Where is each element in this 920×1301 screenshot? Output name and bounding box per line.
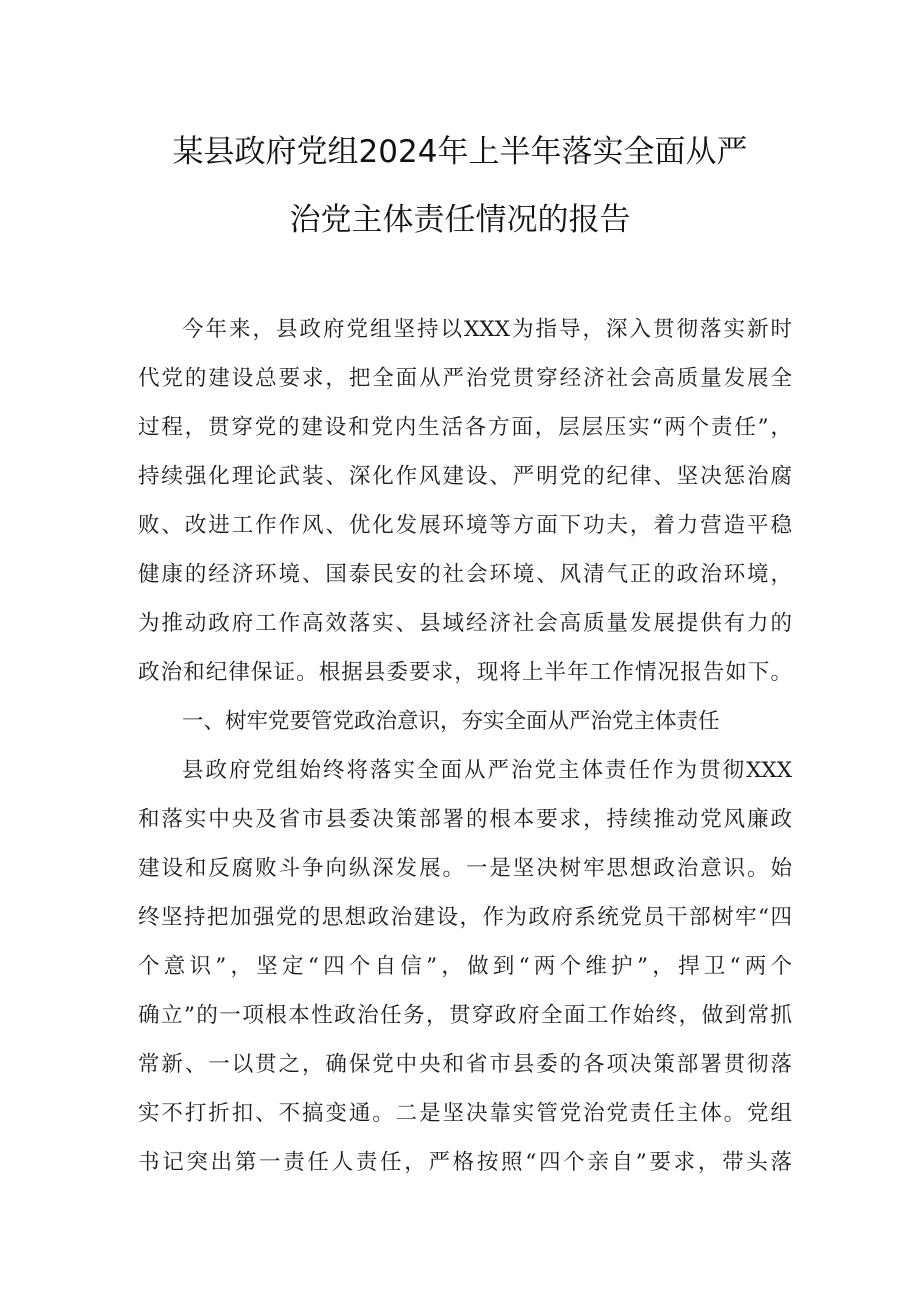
paragraph-2-line-5: 个意识”，坚定“四个自信”，做到“两个维护”，捍卫“两个: [138, 954, 792, 979]
paragraph-2-line-4: 终坚持把加强党的思想政治建设，作为政府系统党员干部树牢“四: [138, 905, 792, 930]
paragraph-1-line-5: 败、改进工作作风、优化发展环境等方面下功夫，着力营造平稳: [138, 513, 792, 538]
section-heading-1: 一、树牢党要管党政治意识，夯实全面从严治党主体责任: [182, 709, 720, 734]
paragraph-2-line-3: 建设和反腐败斗争向纵深发展。一是坚决树牢思想政治意识。始: [138, 856, 792, 881]
document-title-line-1: 某县政府党组2024年上半年落实全面从严: [172, 134, 748, 170]
paragraph-2-line-6: 确立”的一项根本性政治任务，贯穿政府全面工作始终，做到常抓: [138, 1003, 792, 1028]
paragraph-2-line-9: 书记突出第一责任人责任，严格按照“四个亲自”要求，带头落: [138, 1150, 792, 1175]
paragraph-1-line-7: 为推动政府工作高效落实、县域经济社会高质量发展提供有力的: [138, 611, 792, 636]
paragraph-1-line-2: 代党的建设总要求，把全面从严治党贯穿经济社会高质量发展全: [138, 366, 792, 391]
paragraph-2-line-8: 实不打折扣、不搞变通。二是坚决靠实管党治党责任主体。党组: [138, 1101, 792, 1126]
paragraph-2-line-1: 县政府党组始终将落实全面从严治党主体责任作为贯彻XXX: [182, 758, 792, 783]
document-title-line-2: 治党主体责任情况的报告: [289, 202, 631, 238]
paragraph-1-line-3: 过程，贯穿党的建设和党内生活各方面，层层压实“两个责任”，: [138, 415, 792, 440]
paragraph-1-line-1: 今年来，县政府党组坚持以XXX为指导，深入贯彻落实新时: [182, 317, 792, 342]
paragraph-2-line-2: 和落实中央及省市县委决策部署的根本要求，持续推动党风廉政: [138, 807, 792, 832]
paragraph-2-line-7: 常新、一以贯之，确保党中央和省市县委的各项决策部署贯彻落: [138, 1052, 792, 1077]
paragraph-1-line-8: 政治和纪律保证。根据县委要求，现将上半年工作情况报告如下。: [138, 660, 792, 685]
paragraph-1-line-6: 健康的经济环境、国泰民安的社会环境、风清气正的政治环境，: [138, 562, 792, 587]
paragraph-1-line-4: 持续强化理论武装、深化作风建设、严明党的纪律、坚决惩治腐: [138, 464, 792, 489]
